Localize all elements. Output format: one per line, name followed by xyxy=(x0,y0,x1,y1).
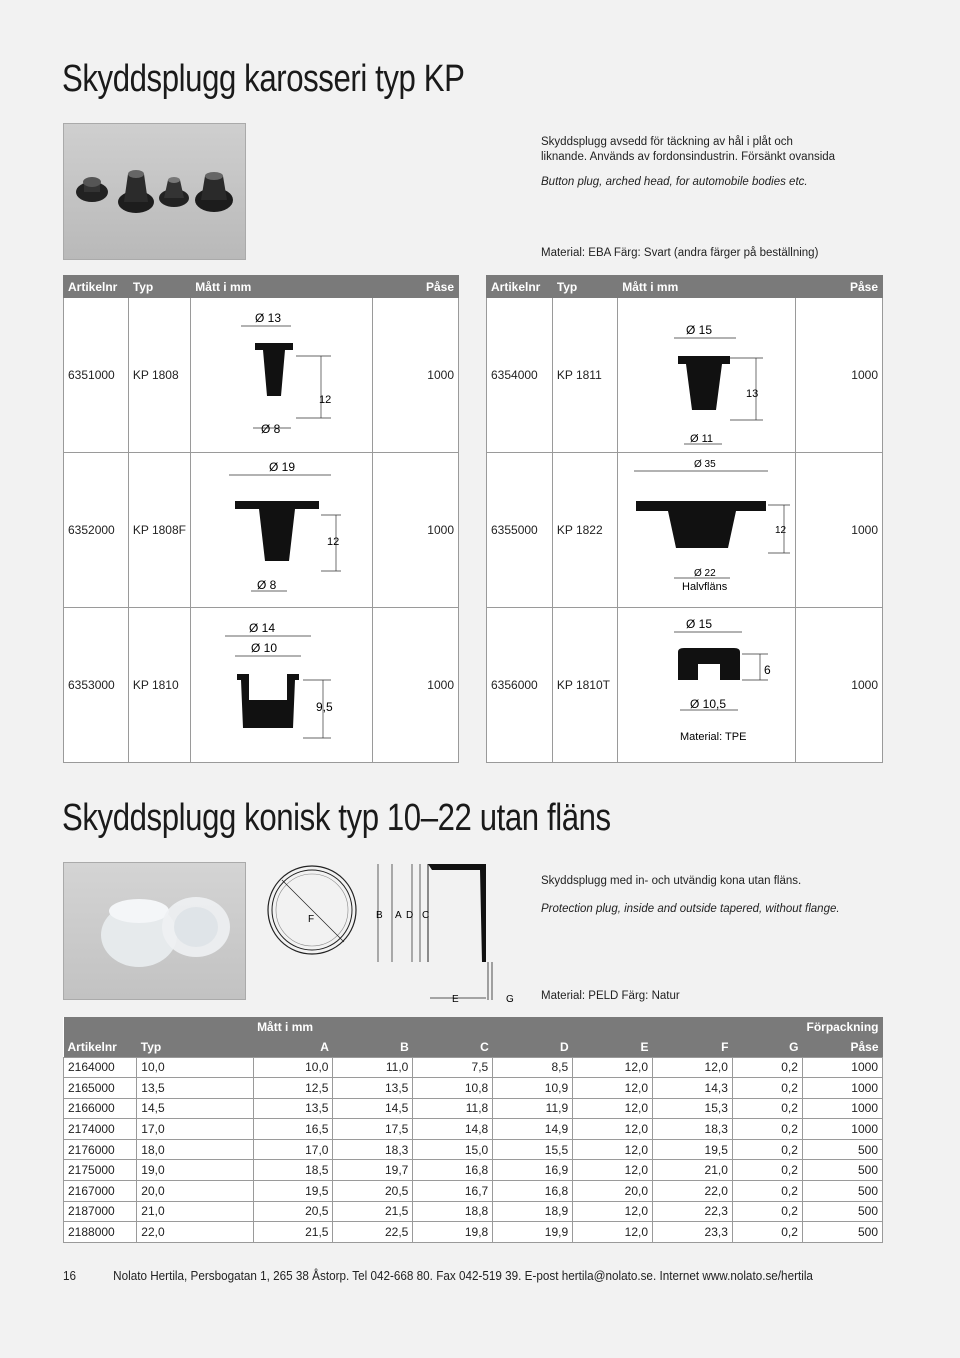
dim-d1: Ø 15 xyxy=(686,617,713,631)
table-cell: 18,3 xyxy=(653,1119,733,1140)
table-cell: 13,5 xyxy=(137,1078,253,1099)
dim-d2: Ø 8 xyxy=(261,422,281,436)
table-cell: 12,5 xyxy=(253,1078,333,1099)
table-cell: 14,9 xyxy=(493,1119,573,1140)
table-cell: 12,0 xyxy=(573,1057,653,1078)
table-group-header xyxy=(64,1017,883,1037)
table-cell: 22,5 xyxy=(333,1222,413,1243)
table-cell: 20,0 xyxy=(137,1181,253,1202)
description-en: Button plug, arched head, for automobile bodies etc. xyxy=(541,176,808,188)
table-cell: 500 xyxy=(802,1201,882,1222)
table-cell: 1000 xyxy=(802,1057,882,1078)
table-header-row xyxy=(64,276,459,298)
table-cell: 19,9 xyxy=(493,1222,573,1243)
table-cell: 2188000 xyxy=(64,1222,137,1243)
dim-d1b: Ø 10 xyxy=(251,641,278,655)
table-cell: 7,5 xyxy=(413,1057,493,1078)
cell-pase: 1000 xyxy=(796,453,883,608)
table-cell: 12,0 xyxy=(653,1057,733,1078)
table-cell: 12,0 xyxy=(573,1098,653,1119)
table-row xyxy=(64,1201,883,1222)
table-cell: 19,0 xyxy=(137,1160,253,1181)
cell-pase: 1000 xyxy=(373,453,459,608)
table-cell: 10,8 xyxy=(413,1078,493,1099)
footer-contact: Nolato Hertila, Persbogatan 1, 265 38 Åstorp. Tel 042-668 80. Fax 042-519 39. E-post hertila@nolato.se. Internet www.nolato.se/hertila xyxy=(113,1268,813,1283)
group-forpackning: Förpackning xyxy=(802,1017,882,1037)
table-cell: 0,2 xyxy=(732,1222,802,1243)
col-c: C xyxy=(413,1037,493,1057)
table-cell: 20,5 xyxy=(333,1181,413,1202)
table-cell: 1000 xyxy=(802,1119,882,1140)
table-cell: 12,0 xyxy=(573,1078,653,1099)
table-cell: 12,0 xyxy=(573,1119,653,1140)
table-cell: 0,2 xyxy=(732,1119,802,1140)
table-cell: 17,0 xyxy=(137,1119,253,1140)
table-cell: 12,0 xyxy=(573,1139,653,1160)
table-row xyxy=(64,1222,883,1243)
table-row xyxy=(487,298,883,453)
kp-table-left xyxy=(63,275,459,763)
cell-typ: KP 1811 xyxy=(552,298,617,453)
table-cell: 14,8 xyxy=(413,1119,493,1140)
table-cell: 18,9 xyxy=(493,1201,573,1222)
table-header-row xyxy=(487,276,883,298)
table-cell: 0,2 xyxy=(732,1160,802,1181)
table-cell: 2165000 xyxy=(64,1078,137,1099)
table-cell: 21,5 xyxy=(333,1201,413,1222)
table-cell: 0,2 xyxy=(732,1078,802,1099)
table-cell: 19,8 xyxy=(413,1222,493,1243)
table-cell: 10,0 xyxy=(253,1057,333,1078)
cell-artikelnr: 6352000 xyxy=(64,453,129,608)
kp-table-right xyxy=(486,275,883,763)
description-sv: Skyddsplugg avsedd för täckning av hål i plåt och liknande. Används av fordonsindustrin. Försänkt ovansida xyxy=(541,136,836,163)
col-artikelnr: Artikelnr xyxy=(487,276,553,298)
table-cell: 16,9 xyxy=(493,1160,573,1181)
dim-d1: Ø 13 xyxy=(255,311,282,325)
table-cell: 11,8 xyxy=(413,1098,493,1119)
table-cell: 21,5 xyxy=(253,1222,333,1243)
table-cell: 11,9 xyxy=(493,1098,573,1119)
table-cell: 0,2 xyxy=(732,1098,802,1119)
table-cell: 23,3 xyxy=(653,1222,733,1243)
table-row xyxy=(64,1057,883,1078)
table-cell: 2175000 xyxy=(64,1160,137,1181)
table-cell: 18,0 xyxy=(137,1139,253,1160)
dim-h: 12 xyxy=(319,394,332,406)
table-cell: 16,5 xyxy=(253,1119,333,1140)
bleed-through-text xyxy=(879,60,888,103)
table-cell: 18,8 xyxy=(413,1201,493,1222)
table-cell: 1000 xyxy=(802,1098,882,1119)
dimension-drawing xyxy=(618,608,796,763)
col-matt: Mått i mm xyxy=(191,276,373,298)
table-cell: 8,5 xyxy=(493,1057,573,1078)
table-cell: 11,0 xyxy=(333,1057,413,1078)
col-matt: Mått i mm xyxy=(618,276,796,298)
dim-h: 12 xyxy=(327,536,340,548)
table-row xyxy=(64,1160,883,1181)
table-cell: 20,5 xyxy=(253,1201,333,1222)
table-row xyxy=(64,1139,883,1160)
table-cell: 18,5 xyxy=(253,1160,333,1181)
table-cell: 500 xyxy=(802,1222,882,1243)
table-row xyxy=(487,608,883,763)
table-cell: 10,9 xyxy=(493,1078,573,1099)
dim-h: 13 xyxy=(746,388,759,400)
table-row xyxy=(64,608,459,763)
col-typ: Typ xyxy=(137,1037,253,1057)
label-d: D xyxy=(406,910,414,921)
cell-typ: KP 1822 xyxy=(552,453,617,608)
table-cell: 16,8 xyxy=(413,1160,493,1181)
table-cell: 15,3 xyxy=(653,1098,733,1119)
table-cell: 13,5 xyxy=(253,1098,333,1119)
table-cell: 22,0 xyxy=(137,1222,253,1243)
konisk-table xyxy=(63,1017,883,1243)
table-row xyxy=(64,1098,883,1119)
material-tpe: Material: TPE xyxy=(680,731,747,743)
table-row xyxy=(487,453,883,608)
table-cell: 21,0 xyxy=(137,1201,253,1222)
table-cell: 12,0 xyxy=(573,1160,653,1181)
dimension-drawing xyxy=(618,298,796,453)
col-d: D xyxy=(493,1037,573,1057)
table-cell: 19,5 xyxy=(253,1181,333,1202)
dim-d2: Ø 8 xyxy=(257,578,277,592)
table-header-row xyxy=(64,1037,883,1057)
table-cell: 17,5 xyxy=(333,1119,413,1140)
konisk-description-sv: Skyddsplugg med in- och utvändig kona utan fläns. xyxy=(541,875,802,887)
table-cell: 500 xyxy=(802,1160,882,1181)
label-a: A xyxy=(395,910,402,921)
table-cell: 0,2 xyxy=(732,1201,802,1222)
dim-d1: Ø 35 xyxy=(694,459,716,470)
table-row xyxy=(64,453,459,608)
cell-pase: 1000 xyxy=(796,298,883,453)
cell-pase: 1000 xyxy=(373,298,459,453)
table-cell: 13,5 xyxy=(333,1078,413,1099)
konisk-description-en: Protection plug, inside and outside tapered, without flange. xyxy=(541,903,840,915)
table-cell: 2176000 xyxy=(64,1139,137,1160)
table-cell: 0,2 xyxy=(732,1181,802,1202)
table-row xyxy=(64,1078,883,1099)
dimension-drawing xyxy=(191,298,373,453)
dim-d1: Ø 15 xyxy=(686,323,713,337)
col-pase: Påse xyxy=(802,1037,882,1057)
table-cell: 18,3 xyxy=(333,1139,413,1160)
table-cell: 16,7 xyxy=(413,1181,493,1202)
cell-pase: 1000 xyxy=(373,608,459,763)
col-e: E xyxy=(573,1037,653,1057)
cell-artikelnr: 6351000 xyxy=(64,298,129,453)
footer xyxy=(63,1268,813,1283)
table-cell: 0,2 xyxy=(732,1139,802,1160)
table-cell: 22,3 xyxy=(653,1201,733,1222)
table-row xyxy=(64,298,459,453)
dim-d2: Ø 11 xyxy=(690,433,714,445)
page-title: Skyddsplugg karosseri typ KP xyxy=(62,58,465,100)
table-cell: 2167000 xyxy=(64,1181,137,1202)
dim-d1: Ø 14 xyxy=(249,621,276,635)
cell-artikelnr: 6355000 xyxy=(487,453,553,608)
label-c: C xyxy=(422,910,430,921)
dim-note: Halvfläns xyxy=(682,581,728,593)
table-cell: 22,0 xyxy=(653,1181,733,1202)
group-matt: Mått i mm xyxy=(253,1017,413,1037)
cell-typ: KP 1808 xyxy=(128,298,190,453)
dim-d2: Ø 22 xyxy=(694,568,716,579)
col-typ: Typ xyxy=(128,276,190,298)
col-a: A xyxy=(253,1037,333,1057)
col-artikelnr: Artikelnr xyxy=(64,276,129,298)
dimension-drawing xyxy=(191,608,373,763)
table-cell: 10,0 xyxy=(137,1057,253,1078)
table-cell: 1000 xyxy=(802,1078,882,1099)
page-number: 16 xyxy=(63,1268,77,1283)
cell-typ: KP 1810T xyxy=(552,608,617,763)
table-cell: 500 xyxy=(802,1181,882,1202)
table-cell: 0,2 xyxy=(732,1057,802,1078)
table-cell: 16,8 xyxy=(493,1181,573,1202)
table-cell: 19,5 xyxy=(653,1139,733,1160)
table-row xyxy=(64,1181,883,1202)
material-note: Material: EBA Färg: Svart (andra färger på beställning) xyxy=(541,247,819,259)
col-pase: Påse xyxy=(796,276,883,298)
table-cell: 12,0 xyxy=(573,1222,653,1243)
label-g: G xyxy=(506,994,514,1005)
section-title: Skyddsplugg konisk typ 10–22 utan fläns xyxy=(62,797,611,839)
table-cell: 2164000 xyxy=(64,1057,137,1078)
label-e: E xyxy=(452,994,459,1005)
dim-h: 6 xyxy=(764,663,771,677)
col-g: G xyxy=(732,1037,802,1057)
table-cell: 19,7 xyxy=(333,1160,413,1181)
table-cell: 15,5 xyxy=(493,1139,573,1160)
dim-d1: Ø 19 xyxy=(269,460,296,474)
col-typ: Typ xyxy=(552,276,617,298)
table-cell: 15,0 xyxy=(413,1139,493,1160)
label-b: B xyxy=(376,910,383,921)
konisk-material: Material: PELD Färg: Natur xyxy=(541,990,680,1002)
col-pase: Påse xyxy=(373,276,459,298)
cell-typ: KP 1810 xyxy=(128,608,190,763)
dim-d2: Ø 10,5 xyxy=(690,697,727,711)
col-artikelnr: Artikelnr xyxy=(64,1037,137,1057)
cell-pase: 1000 xyxy=(796,608,883,763)
dimension-drawing xyxy=(618,453,796,608)
cell-typ: KP 1808F xyxy=(128,453,190,608)
table-cell: 12,0 xyxy=(573,1201,653,1222)
table-cell: 14,5 xyxy=(333,1098,413,1119)
product-photo-konisk xyxy=(63,862,246,1000)
cell-artikelnr: 6356000 xyxy=(487,608,553,763)
product-photo xyxy=(63,123,246,260)
dimension-drawing xyxy=(191,453,373,608)
dim-h: 12 xyxy=(775,525,787,536)
dim-h: 9,5 xyxy=(316,700,333,714)
table-cell: 14,3 xyxy=(653,1078,733,1099)
table-cell: 2174000 xyxy=(64,1119,137,1140)
table-cell: 17,0 xyxy=(253,1139,333,1160)
konisk-diagram xyxy=(252,858,522,1008)
label-f: F xyxy=(308,914,315,925)
table-cell: 500 xyxy=(802,1139,882,1160)
table-cell: 20,0 xyxy=(573,1181,653,1202)
table-row xyxy=(64,1119,883,1140)
table-cell: 2166000 xyxy=(64,1098,137,1119)
col-b: B xyxy=(333,1037,413,1057)
table-cell: 21,0 xyxy=(653,1160,733,1181)
cell-artikelnr: 6353000 xyxy=(64,608,129,763)
table-cell: 2187000 xyxy=(64,1201,137,1222)
col-f: F xyxy=(653,1037,733,1057)
cell-artikelnr: 6354000 xyxy=(487,298,553,453)
table-cell: 14,5 xyxy=(137,1098,253,1119)
